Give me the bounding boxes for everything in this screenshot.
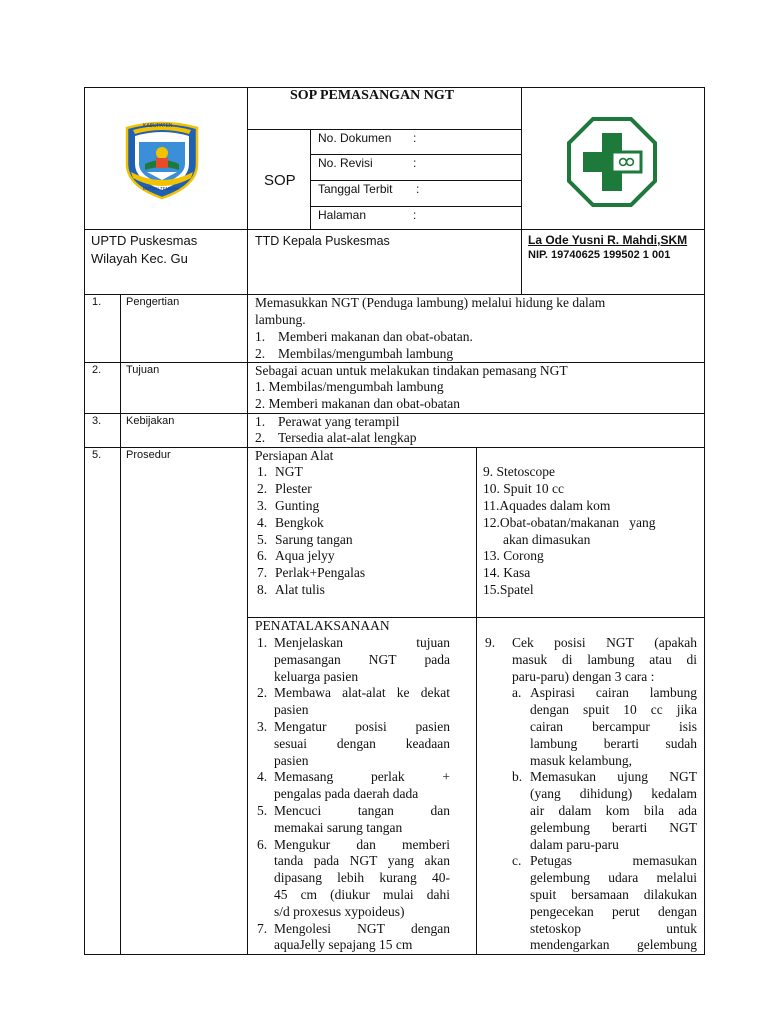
step-text: Menjelaskan tujuan: [274, 635, 450, 650]
step-number: 5.: [257, 803, 268, 818]
step-text: masuk di lambung atau di: [512, 651, 697, 667]
list-item: Plester: [275, 481, 312, 496]
field-colon: :: [413, 208, 417, 222]
step-text: Mengatur posisi pasien: [274, 719, 450, 734]
list-item-number: 7.: [257, 565, 268, 580]
substep-text: Memasukan ujung NGT: [530, 769, 697, 785]
document-title: SOP PEMASANGAN NGT: [290, 88, 455, 103]
substep-text: spuit bersamaan dilakukan: [530, 887, 697, 902]
step-text: pasien: [274, 752, 309, 768]
list-item-number: 5.: [257, 532, 268, 547]
substep-letter: c.: [512, 853, 522, 869]
org-name-line2: Wilayah Kec. Gu: [91, 251, 188, 266]
list-item: Sarung tangan: [275, 532, 353, 547]
org-name-line1: UPTD Puskesmas: [91, 233, 198, 248]
section-number: 5.: [92, 449, 102, 461]
signatory-name: La Ode Yusni R. Mahdi,SKM: [528, 233, 688, 247]
list-item: 10. Spuit 10 cc: [483, 481, 564, 496]
list-item-number: 6.: [257, 548, 268, 563]
step-number: 1.: [257, 635, 268, 650]
list-item: 9. Stetoscope: [483, 464, 555, 479]
list-item: 11.Aquades dalam kom: [483, 498, 611, 513]
step-text: 45 cm (diukur mulai dahi: [274, 887, 450, 902]
list-item-number: 1.: [255, 329, 266, 344]
tujuan-line: Sebagai acuan untuk melakukan tindakan pemasang NGT: [255, 363, 568, 378]
substep-text: Petugas memasukan: [530, 853, 697, 869]
list-item: 14. Kasa: [483, 565, 531, 580]
section-title-tujuan: Tujuan: [126, 364, 160, 376]
tujuan-line: 2. Memberi makanan dan obat-obatan: [255, 396, 461, 411]
step-number: 3.: [257, 719, 268, 734]
section-title-kebijakan: Kebijakan: [126, 415, 175, 427]
ttd-label: TTD Kepala Puskesmas: [255, 234, 390, 248]
field-label-no-revisi: No. Revisi: [318, 156, 373, 170]
list-item: Membilas/mengumbah lambung: [278, 346, 454, 361]
emblem-top-text: KABUPATEN: [143, 123, 173, 129]
field-colon: :: [413, 131, 417, 145]
list-item-number: 2.: [257, 481, 268, 496]
step-number: 2.: [257, 685, 268, 701]
list-item: Alat tulis: [275, 582, 325, 597]
list-item: Tersedia alat-alat lengkap: [278, 430, 417, 445]
list-item-number: 3.: [257, 498, 268, 513]
section-title-pengertian: Pengertian: [126, 296, 180, 308]
step-text: Membawa alat-alat ke dekat: [274, 685, 450, 701]
step-text: Mengukur dan memberi: [274, 836, 450, 852]
list-item: akan dimasukan: [503, 532, 591, 547]
list-item-number: 8.: [257, 582, 268, 597]
step-text: tanda pada NGT yang akan: [274, 853, 450, 869]
section-title-prosedur: Prosedur: [126, 449, 171, 461]
step-text: memakai sarung tangan: [274, 819, 403, 835]
field-label-no-dokumen: No. Dokumen: [318, 131, 392, 145]
substep-text: Aspirasi cairan lambung: [530, 685, 697, 701]
field-colon: :: [413, 156, 417, 170]
step-text: pengalas pada daerah dada: [274, 786, 419, 802]
substep-text: cairan bercampur isis: [530, 719, 697, 734]
substep-letter: a.: [512, 685, 522, 701]
list-item: Gunting: [275, 498, 320, 513]
step-text: aquaJelly sepajang 15 cm: [274, 937, 413, 953]
section-number: 1.: [92, 296, 102, 308]
list-item-number: 4.: [257, 515, 268, 530]
step-number: 4.: [257, 769, 268, 785]
list-item-number: 1.: [257, 464, 268, 479]
puskesmas-logo-icon: [567, 117, 657, 207]
list-item: 15.Spatel: [483, 582, 534, 597]
sop-label: SOP: [264, 172, 296, 189]
list-item-number: 2.: [255, 346, 266, 361]
pengertian-line: lambung.: [255, 312, 306, 327]
step-text: s/d proxesus xypoideus): [274, 903, 405, 919]
list-item: Memberi makanan dan obat-obatan.: [278, 329, 473, 344]
list-item: Aqua jelyy: [275, 548, 335, 563]
persiapan-title: Persiapan Alat: [255, 448, 334, 463]
step-text: Memasang perlak +: [274, 769, 450, 785]
substep-letter: b.: [512, 769, 523, 785]
substep-text: (yang dihidung) kedalam: [530, 786, 697, 802]
list-item: Perlak+Pengalas: [275, 565, 366, 580]
step-number: 7.: [257, 920, 268, 936]
field-label-halaman: Halaman: [318, 208, 367, 222]
penatalaksanaan-title: PENATALAKSANAAN: [255, 618, 390, 633]
step-text: pasien: [274, 702, 309, 718]
list-item: Perawat yang terampil: [278, 414, 400, 429]
step-text: Mencuci tangan dan: [274, 803, 450, 818]
substep-text: air dalam kom bila ada: [530, 803, 697, 818]
substep-text: pengecekan perut dengan: [530, 903, 697, 919]
list-item-number: 1.: [255, 414, 266, 429]
signatory-nip: NIP. 19740625 199502 1 001: [528, 249, 671, 261]
step-number: 9.: [485, 635, 496, 650]
step-text: pemasangan NGT pada: [274, 651, 450, 667]
substep-text: masuk kelambung,: [530, 752, 632, 768]
substep-text: dengan spuit 10 cc jika: [530, 702, 697, 718]
list-item: 13. Corong: [483, 548, 544, 563]
list-item: 12.Obat-obatan/makanan yang: [483, 515, 656, 530]
tujuan-line: 1. Membilas/mengumbah lambung: [255, 379, 444, 394]
substep-text: lambung berarti sudah: [530, 735, 697, 751]
section-number: 3.: [92, 415, 102, 427]
substep-text: gelembung udara melalui: [530, 870, 697, 886]
step-text: sesuai dengan keadaan: [274, 735, 450, 751]
step-text: dipasang lebih kurang 40-: [274, 870, 450, 886]
list-item: Bengkok: [275, 515, 324, 530]
step-text: paru-paru) dengan 3 cara :: [512, 668, 655, 684]
emblem-bottom-text: BUTON TENGAH: [143, 186, 179, 191]
list-item: NGT: [275, 464, 303, 479]
step-text: keluarga pasien: [274, 668, 359, 684]
substep-text: dalam paru-paru: [530, 836, 619, 852]
field-colon: :: [416, 182, 420, 196]
list-item-number: 2.: [255, 430, 266, 445]
step-number: 6.: [257, 836, 268, 852]
section-number: 2.: [92, 364, 102, 376]
substep-text: mendengarkan gelembung: [530, 937, 697, 953]
step-text: Mengolesi NGT dengan: [274, 920, 450, 936]
step-text: Cek posisi NGT (apakah: [512, 635, 697, 650]
pengertian-line: Memasukkan NGT (Penduga lambung) melalui hidung ke dalam: [255, 295, 606, 310]
substep-text: stetoskop untuk: [530, 920, 697, 936]
substep-text: gelembung berarti NGT: [530, 819, 697, 835]
field-label-tanggal-terbit: Tanggal Terbit: [318, 182, 393, 196]
